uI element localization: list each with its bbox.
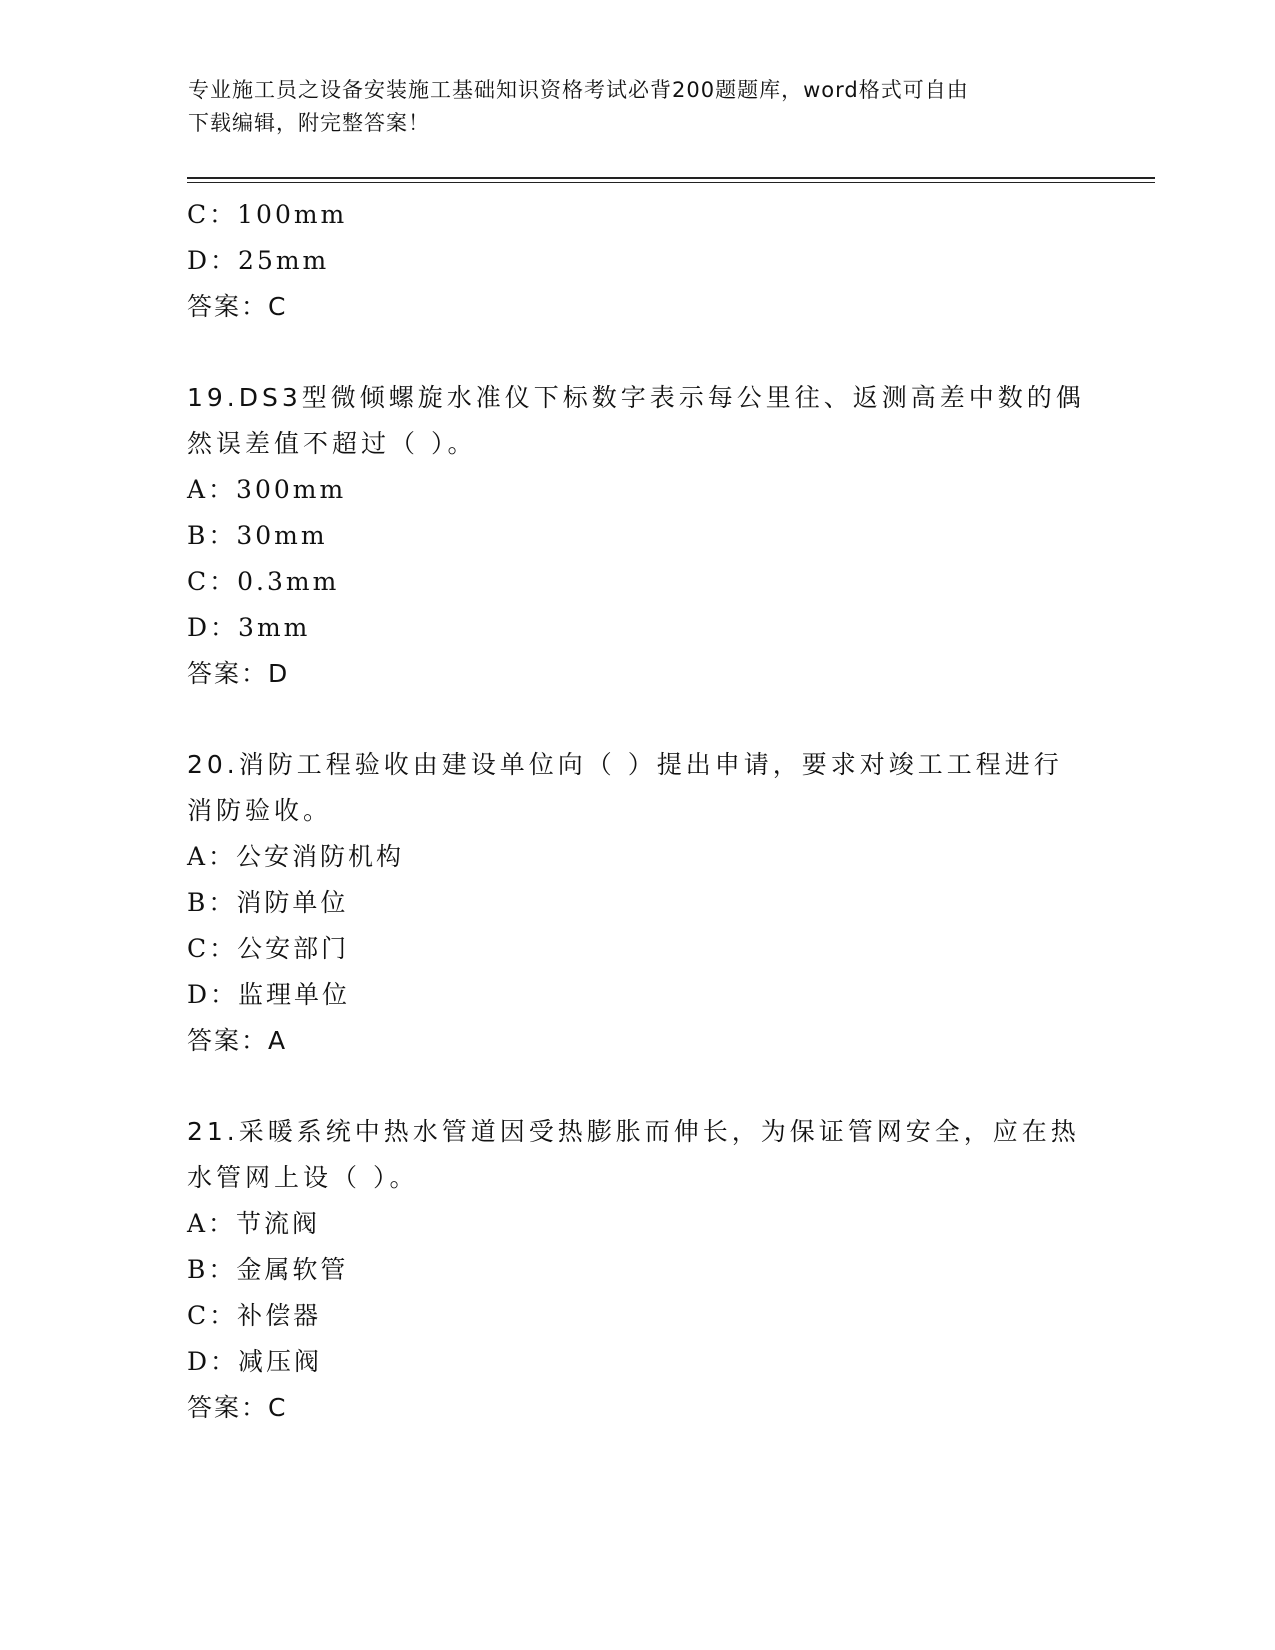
option-b: B：消防单位: [187, 888, 349, 917]
header-rule-thin: [187, 182, 1155, 183]
question-fragment: [187, 192, 1087, 330]
option-b: B：金属软管: [187, 1255, 349, 1284]
question-text-line-2: 消防验收。: [187, 796, 333, 825]
option-c: C：补偿器: [187, 1301, 322, 1330]
option-a: A：公安消防机构: [187, 842, 405, 871]
option-c: C：100mm: [187, 200, 348, 229]
option-c: C：公安部门: [187, 934, 350, 963]
header-line-1: 专业施工员之设备安装施工基础知识资格考试必背200题题库，word格式可自由: [188, 78, 969, 102]
option-d: D：减压阀: [187, 1347, 323, 1376]
document-header: [188, 74, 1078, 140]
option-d: D：监理单位: [187, 980, 351, 1009]
option-d: D：3mm: [187, 613, 311, 642]
option-b: B：30mm: [187, 521, 328, 550]
question-text-line-2: 水管网上设（ ）。: [187, 1163, 419, 1192]
option-a: A：节流阀: [187, 1209, 321, 1238]
answer-line: 答案：C: [187, 1393, 288, 1422]
question-text-line-1: 19.DS3型微倾螺旋水准仪下标数字表示每公里往、返测高差中数的偶: [187, 383, 1085, 412]
option-c: C：0.3mm: [187, 567, 340, 596]
spacer: [187, 1064, 1087, 1109]
header-rule-thick: [187, 177, 1155, 179]
question-text-line-1: 20.消防工程验收由建设单位向（ ）提出申请，要求对竣工工程进行: [187, 750, 1063, 779]
answer-line: 答案：C: [187, 292, 288, 321]
question-text-line-2: 然误差值不超过（ ）。: [187, 429, 477, 458]
spacer: [187, 697, 1087, 742]
question-text-line-1: 21.采暖系统中热水管道因受热膨胀而伸长，为保证管网安全，应在热: [187, 1117, 1080, 1146]
question-21: [187, 1109, 1087, 1431]
question-19: [187, 375, 1087, 697]
question-20: [187, 742, 1087, 1064]
option-d: D：25mm: [187, 246, 330, 275]
answer-line: 答案：A: [187, 1026, 288, 1055]
spacer: [187, 330, 1087, 375]
option-a: A：300mm: [187, 475, 347, 504]
question-list: [187, 192, 1087, 1431]
answer-line: 答案：D: [187, 659, 290, 688]
header-line-2: 下载编辑，附完整答案！: [188, 111, 430, 135]
